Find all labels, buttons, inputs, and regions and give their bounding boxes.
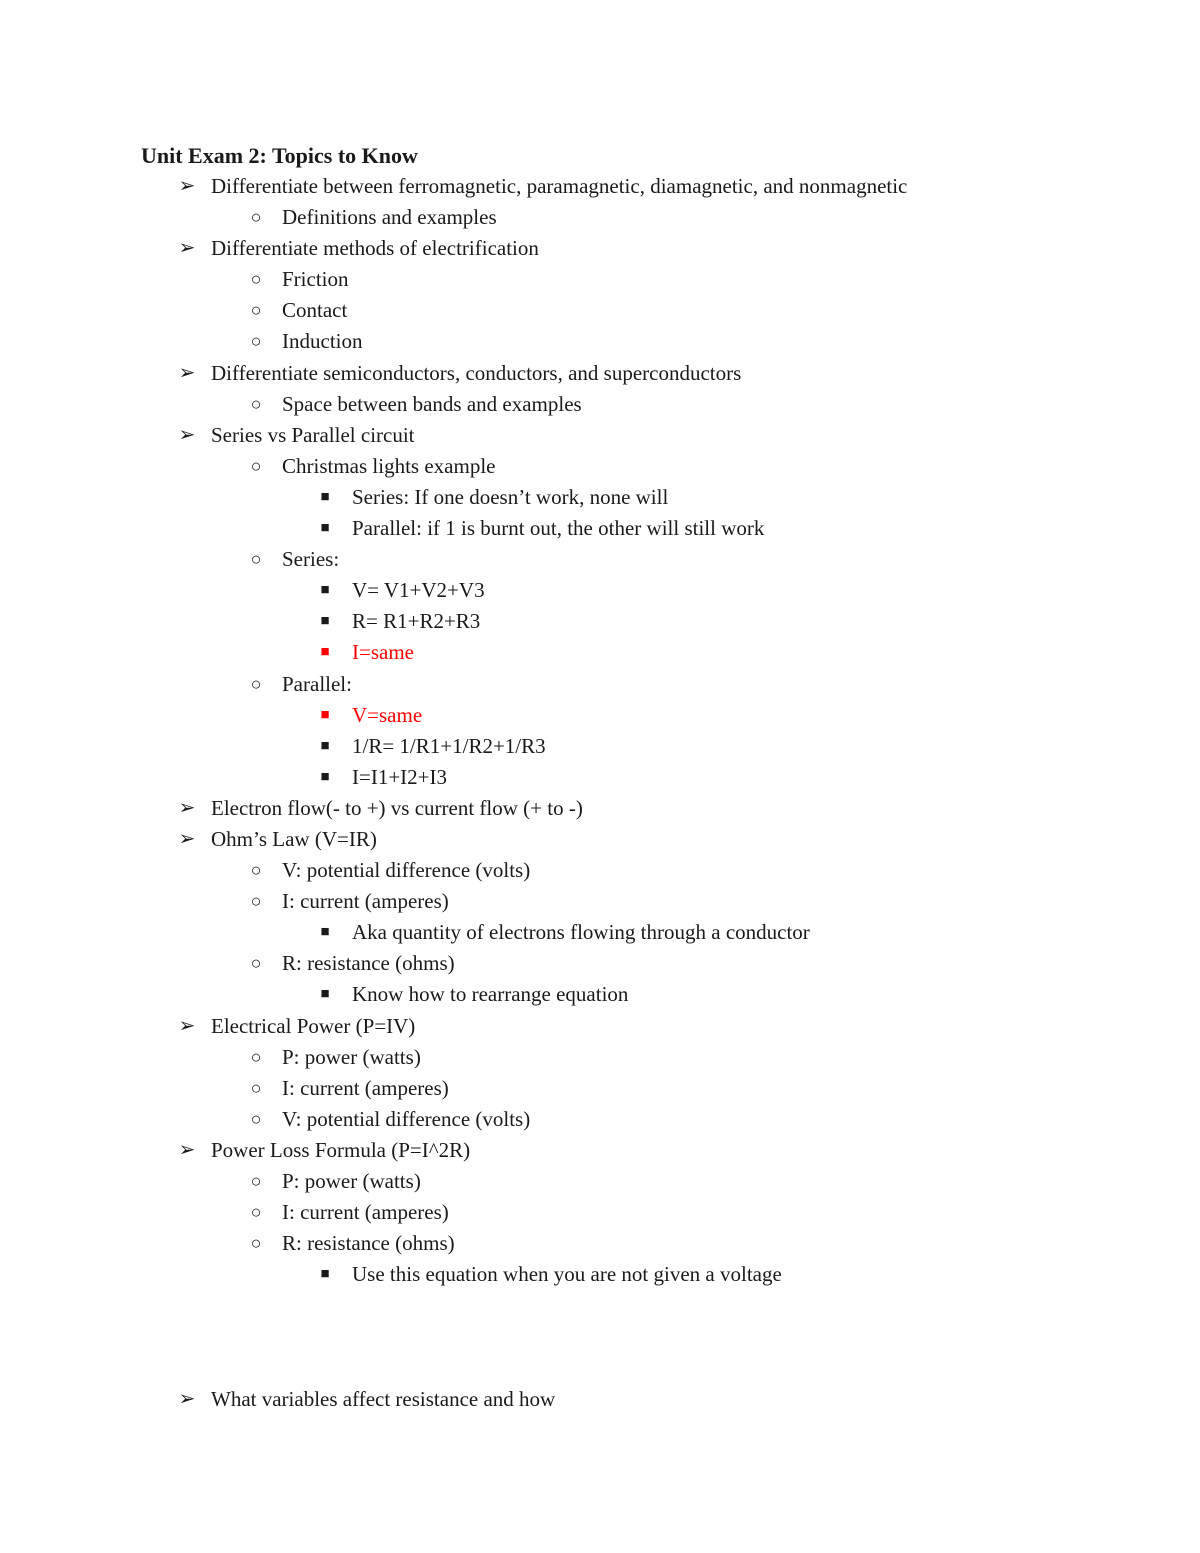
square-bullet-icon: ■ bbox=[320, 613, 330, 630]
list-item-level-2 bbox=[0, 669, 1200, 700]
list-item-text: V: potential difference (volts) bbox=[282, 858, 531, 883]
list-item-text: I: current (amperes) bbox=[282, 889, 449, 914]
arrowhead-bullet-icon: ➢ bbox=[178, 796, 196, 819]
blank-line bbox=[0, 1353, 1200, 1384]
list-item-level-2 bbox=[0, 948, 1200, 979]
list-item-text: Differentiate methods of electrification bbox=[211, 236, 539, 261]
circle-bullet-icon: ○ bbox=[250, 860, 262, 881]
list-item-level-1 bbox=[0, 1135, 1200, 1166]
list-item-level-2 bbox=[0, 389, 1200, 420]
list-item-text: Parallel: bbox=[282, 671, 352, 696]
circle-bullet-icon: ○ bbox=[250, 393, 262, 414]
list-item-level-3 bbox=[0, 917, 1200, 948]
circle-bullet-icon: ○ bbox=[250, 1233, 262, 1254]
list-item-level-1 bbox=[0, 793, 1200, 824]
list-item-text: R= R1+R2+R3 bbox=[352, 609, 481, 634]
list-item-level-2 bbox=[0, 544, 1200, 575]
blank-line bbox=[0, 1290, 1200, 1321]
list-item-level-1 bbox=[0, 420, 1200, 451]
list-item-text: R: resistance (ohms) bbox=[282, 1231, 455, 1256]
arrowhead-bullet-icon: ➢ bbox=[178, 827, 196, 850]
list-item-level-1 bbox=[0, 1384, 1200, 1415]
arrowhead-bullet-icon: ➢ bbox=[178, 423, 196, 446]
list-item-text: Power Loss Formula (P=I^2R) bbox=[211, 1137, 471, 1162]
arrowhead-bullet-icon: ➢ bbox=[178, 1014, 196, 1037]
list-item-level-1 bbox=[0, 1011, 1200, 1042]
square-bullet-icon: ■ bbox=[320, 706, 330, 723]
arrowhead-bullet-icon: ➢ bbox=[178, 1387, 196, 1410]
square-bullet-icon: ■ bbox=[320, 986, 330, 1003]
circle-bullet-icon: ○ bbox=[250, 1202, 262, 1223]
list-item-level-3 bbox=[0, 731, 1200, 762]
arrowhead-bullet-icon: ➢ bbox=[178, 361, 196, 384]
list-item-text: I: current (amperes) bbox=[282, 1200, 449, 1225]
blank-line bbox=[0, 1321, 1200, 1352]
list-item-level-1 bbox=[0, 171, 1200, 202]
list-item-text: V= V1+V2+V3 bbox=[352, 578, 485, 603]
list-item-text: What variables affect resistance and how bbox=[211, 1386, 556, 1411]
list-item-text: Ohm’s Law (V=IR) bbox=[211, 826, 377, 851]
list-item-level-3 bbox=[0, 979, 1200, 1010]
square-bullet-icon: ■ bbox=[320, 1266, 330, 1283]
list-item-level-2 bbox=[0, 264, 1200, 295]
list-item-level-2 bbox=[0, 326, 1200, 357]
list-item-text: Contact bbox=[282, 298, 348, 323]
circle-bullet-icon: ○ bbox=[250, 953, 262, 974]
list-item-level-3 bbox=[0, 700, 1200, 731]
circle-bullet-icon: ○ bbox=[250, 1171, 262, 1191]
square-bullet-icon: ■ bbox=[320, 924, 330, 941]
circle-bullet-icon: ○ bbox=[250, 269, 262, 290]
topic-list bbox=[0, 171, 1200, 1415]
list-item-text: Definitions and examples bbox=[282, 205, 497, 230]
list-item-text: Series: bbox=[282, 547, 340, 572]
list-item-text: R: resistance (ohms) bbox=[282, 951, 455, 976]
list-item-text: Series vs Parallel circuit bbox=[211, 422, 415, 447]
circle-bullet-icon: ○ bbox=[250, 1077, 262, 1098]
list-item-level-1 bbox=[0, 824, 1200, 855]
list-item-level-2 bbox=[0, 1197, 1200, 1228]
circle-bullet-icon: ○ bbox=[250, 549, 262, 570]
list-item-text: I=I1+I2+I3 bbox=[352, 764, 448, 789]
list-item-text: Series: If one doesn’t work, none will bbox=[352, 484, 669, 509]
list-item-text: V: potential difference (volts) bbox=[282, 1106, 531, 1131]
list-item-level-1 bbox=[0, 233, 1200, 264]
list-item-level-2 bbox=[0, 1073, 1200, 1104]
list-item-level-2 bbox=[0, 295, 1200, 326]
circle-bullet-icon: ○ bbox=[250, 300, 262, 321]
list-item-level-3 bbox=[0, 1259, 1200, 1290]
circle-bullet-icon: ○ bbox=[250, 207, 262, 228]
circle-bullet-icon: ○ bbox=[250, 331, 262, 352]
list-item-level-3 bbox=[0, 637, 1200, 668]
list-item-text: Know how to rearrange equation bbox=[352, 982, 629, 1007]
list-item-text: I: current (amperes) bbox=[282, 1075, 449, 1100]
list-item-text: Christmas lights example bbox=[282, 453, 496, 478]
list-item-level-2 bbox=[0, 1104, 1200, 1135]
circle-bullet-icon: ○ bbox=[250, 673, 262, 694]
square-bullet-icon: ■ bbox=[320, 488, 330, 505]
list-item-level-3 bbox=[0, 762, 1200, 793]
list-item-text: Differentiate semiconductors, conductors, and superconductors bbox=[211, 360, 742, 385]
list-item-text: Parallel: if 1 is burnt out, the other will still work bbox=[352, 516, 765, 541]
list-item-text: Aka quantity of electrons flowing through a conductor bbox=[352, 920, 810, 945]
list-item-text: Electrical Power (P=IV) bbox=[211, 1013, 416, 1038]
list-item-level-2 bbox=[0, 451, 1200, 482]
square-bullet-icon: ■ bbox=[320, 644, 330, 661]
list-item-text: P: power (watts) bbox=[282, 1169, 421, 1193]
list-item-level-2 bbox=[0, 1166, 1200, 1197]
list-item-text: Use this equation when you are not given a voltage bbox=[352, 1262, 782, 1287]
arrowhead-bullet-icon: ➢ bbox=[178, 1138, 196, 1161]
arrowhead-bullet-icon: ➢ bbox=[178, 175, 196, 197]
square-bullet-icon: ■ bbox=[320, 737, 330, 754]
list-item-text: Electron flow(- to +) vs current flow (+ to -) bbox=[211, 795, 583, 820]
list-item-level-1 bbox=[0, 358, 1200, 389]
list-item-level-3 bbox=[0, 482, 1200, 513]
list-item-text: V=same bbox=[352, 702, 423, 727]
list-item-level-2 bbox=[0, 855, 1200, 886]
circle-bullet-icon: ○ bbox=[250, 1046, 262, 1067]
list-item-level-2 bbox=[0, 1042, 1200, 1073]
list-item-level-2 bbox=[0, 1228, 1200, 1259]
circle-bullet-icon: ○ bbox=[250, 891, 262, 912]
list-item-level-3 bbox=[0, 575, 1200, 606]
list-item-level-3 bbox=[0, 606, 1200, 637]
square-bullet-icon: ■ bbox=[320, 582, 330, 599]
list-item-level-2 bbox=[0, 202, 1200, 233]
square-bullet-icon: ■ bbox=[320, 520, 330, 537]
list-item-text: Induction bbox=[282, 329, 363, 354]
arrowhead-bullet-icon: ➢ bbox=[178, 237, 196, 260]
list-item-text: Friction bbox=[282, 267, 349, 292]
list-item-text: Space between bands and examples bbox=[282, 391, 582, 416]
list-item-level-2 bbox=[0, 886, 1200, 917]
document-title: Unit Exam 2: Topics to Know bbox=[141, 143, 418, 168]
circle-bullet-icon: ○ bbox=[250, 455, 262, 476]
square-bullet-icon: ■ bbox=[320, 768, 330, 785]
list-item-level-3 bbox=[0, 513, 1200, 544]
list-item-text: 1/R= 1/R1+1/R2+1/R3 bbox=[352, 733, 546, 758]
list-item-text: P: power (watts) bbox=[282, 1044, 421, 1069]
circle-bullet-icon: ○ bbox=[250, 1108, 262, 1129]
list-item-text: Differentiate between ferromagnetic, paramagnetic, diamagnetic, and nonmagnetic bbox=[211, 174, 908, 198]
list-item-text: I=same bbox=[352, 640, 414, 665]
